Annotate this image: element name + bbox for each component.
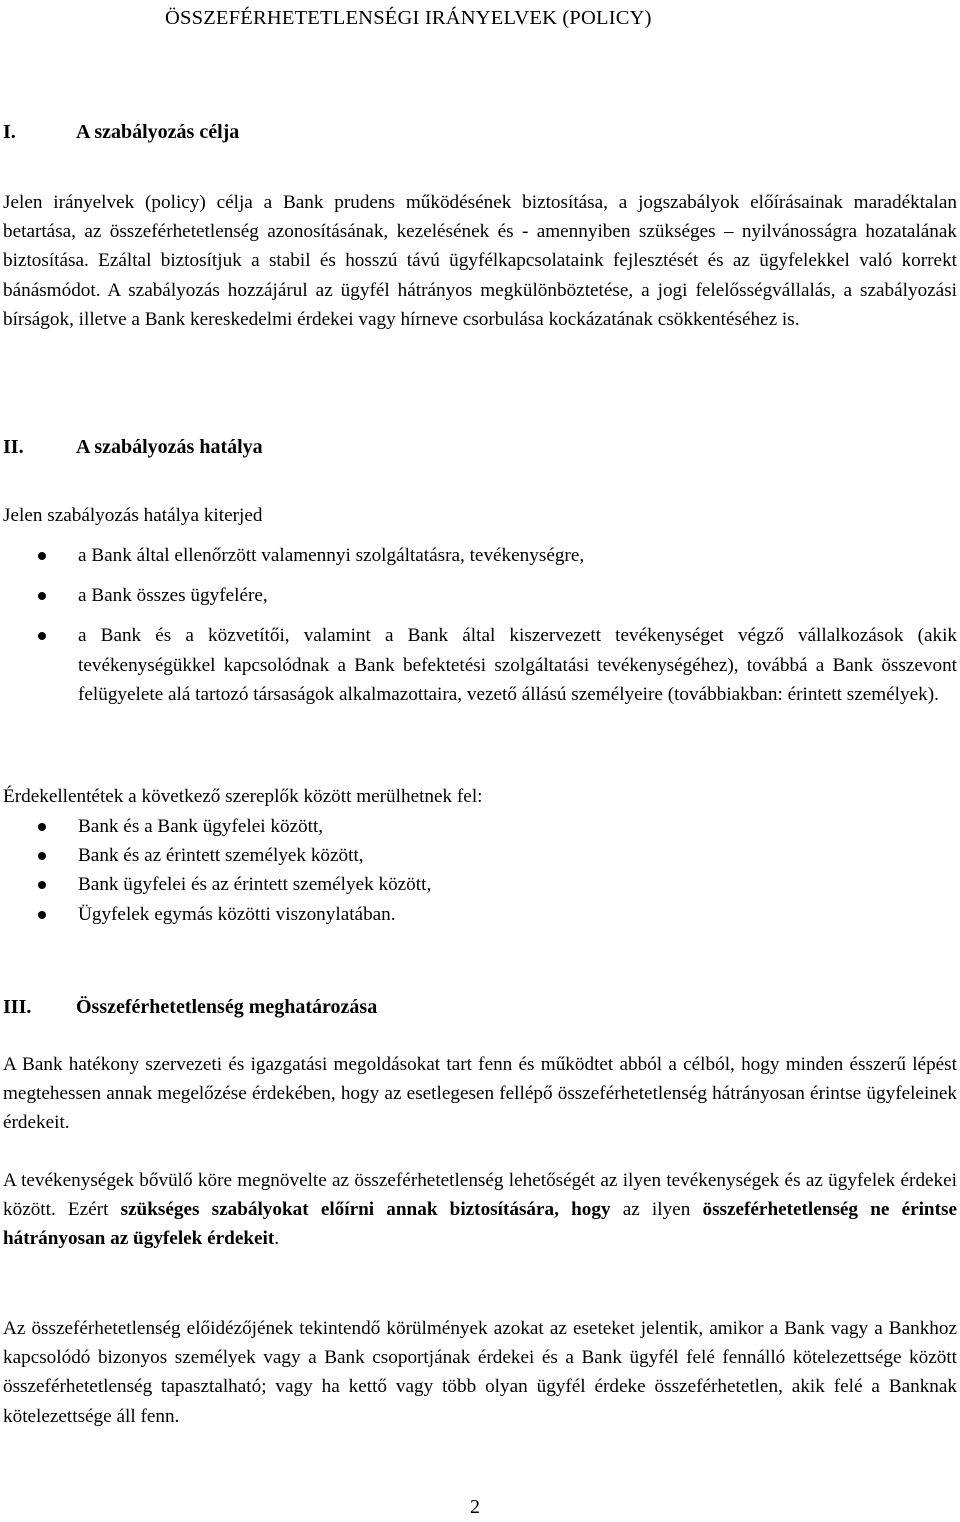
list-item-text: Ügyfelek egymás közötti viszonylatában. [78, 903, 396, 925]
section-2-intro: Jelen szabályozás hatálya kiterjed [3, 505, 263, 526]
section-3-heading [3, 993, 377, 1022]
bullet-icon [38, 881, 46, 889]
list-item [3, 900, 957, 929]
section-1-title: A szabályozás célja [76, 121, 240, 143]
list-item [3, 812, 957, 841]
section-3-paragraph-3: Az összeférhetetlenség előidézőjének tekintendő körülmények azokat az eseteket jelentik, amikor a Bank vagy a Bankhoz kapcsolódó bizonyos személyek vagy a Bank csoportjának érdekei és a Bank ügyfél felé fennálló kötelezettsége között összeférhetetlenség tapasztalható; vagy ha kettő vagy több olyan ügyfél érdeke összeférhetetlen, akik felé a Banknak kötelezettsége áll fenn. [3, 1318, 957, 1427]
section-3-paragraph-1: A Bank hatékony szervezeti és igazgatási megoldásokat tart fenn és működtet abból a célból, hogy minden ésszerű lépést megtehessen annak megelőzése érdekében, hogy az esetlegesen fellépő összeférhetetlenség hátrányosan érintse ügyfeleinek érdekeit. [3, 1054, 957, 1134]
conflicts-intro: Érdekellentétek a következő szereplők között merülhetnek fel: [3, 786, 483, 807]
list-item-text: Bank és a Bank ügyfelei között, [78, 816, 324, 837]
page-number: 2 [470, 1496, 480, 1518]
document-title: ÖSSZEFÉRHETETLENSÉGI IRÁNYELVEK (POLICY) [165, 7, 652, 29]
section-3-paragraph-2 [3, 1166, 957, 1254]
list-item [3, 621, 957, 709]
conflicts-list [3, 812, 957, 929]
list-item [3, 581, 957, 610]
section-3-number: III. [3, 996, 32, 1018]
paragraph-emphasis: szükséges szabályokat előírni annak biztosítására, hogy [120, 1199, 611, 1221]
list-item-text: a Bank által ellenőrzött valamennyi szolgáltatásra, tevékenységre, [78, 545, 585, 566]
paragraph-text: A tevékenységek bővülő köre megnövelte az összeférhetetlenség lehetőségét az ilyen tevékenységek és az ügyfelek érdekei között. Ezért [3, 1170, 957, 1221]
section-1-number: I. [3, 121, 16, 143]
list-item [3, 870, 957, 899]
bullet-icon [38, 911, 46, 919]
list-item-text: Bank ügyfelei és az érintett személyek között, [78, 874, 432, 896]
bullet-icon [38, 552, 46, 560]
list-item-text: a Bank összes ügyfelére, [78, 585, 268, 607]
list-item-text: Bank és az érintett személyek között, [78, 845, 364, 867]
paragraph-text: . [274, 1228, 280, 1250]
section-2-heading [3, 433, 263, 462]
paragraph-text: az ilyen [610, 1199, 703, 1221]
section-2-title: A szabályozás hatálya [76, 436, 263, 458]
list-item-text: a Bank és a közvetítői, valamint a Bank által kiszervezett tevékenységet végző vállalkozások (akik tevékenységükkel kapcsolódnak a Bank befektetési szolgáltatási tevékenységéhez), továbbá a Bank összevont felügyelete alá tartozó társaságok alkalmazottaira, vezető állású személyeire (továbbiakban: érintett személyek). [78, 625, 957, 705]
bullet-icon [38, 852, 46, 860]
section-2-number: II. [3, 436, 24, 458]
section-1-paragraph: Jelen irányelvek (policy) célja a Bank prudens működésének biztosítása, a jogszabályok előírásainak maradéktalan betartása, az összeférhetetlenség azonosításának, kezelésének és - amennyiben szükséges – nyilvánosságra hozatalának biztosítása. Ezáltal biztosítjuk a stabil és hosszú távú ügyfélkapcsolataink fejlesztését és az ügyfelekkel való korrekt bánásmódot. A szabályozás hozzájárul az ügyfél hátrányos megkülönböztetése, a jogi felelősségvállalás, a szabályozási bírságok, illetve a Bank kereskedelmi érdekei vagy hírneve csorbulása kockázatának csökkentéséhez is. [3, 192, 957, 330]
section-3-title: Összeférhetetlenség meghatározása [76, 996, 378, 1018]
list-item [3, 541, 957, 570]
bullet-icon [38, 632, 46, 640]
scope-list [3, 541, 957, 709]
paragraph-emphasis: összeférhetetlenség ne érintse hátrányosan az ügyfelek érdekeit [3, 1199, 957, 1250]
bullet-icon [38, 823, 46, 831]
bullet-icon [38, 592, 46, 600]
section-1-heading [3, 118, 239, 147]
list-item [3, 841, 957, 870]
